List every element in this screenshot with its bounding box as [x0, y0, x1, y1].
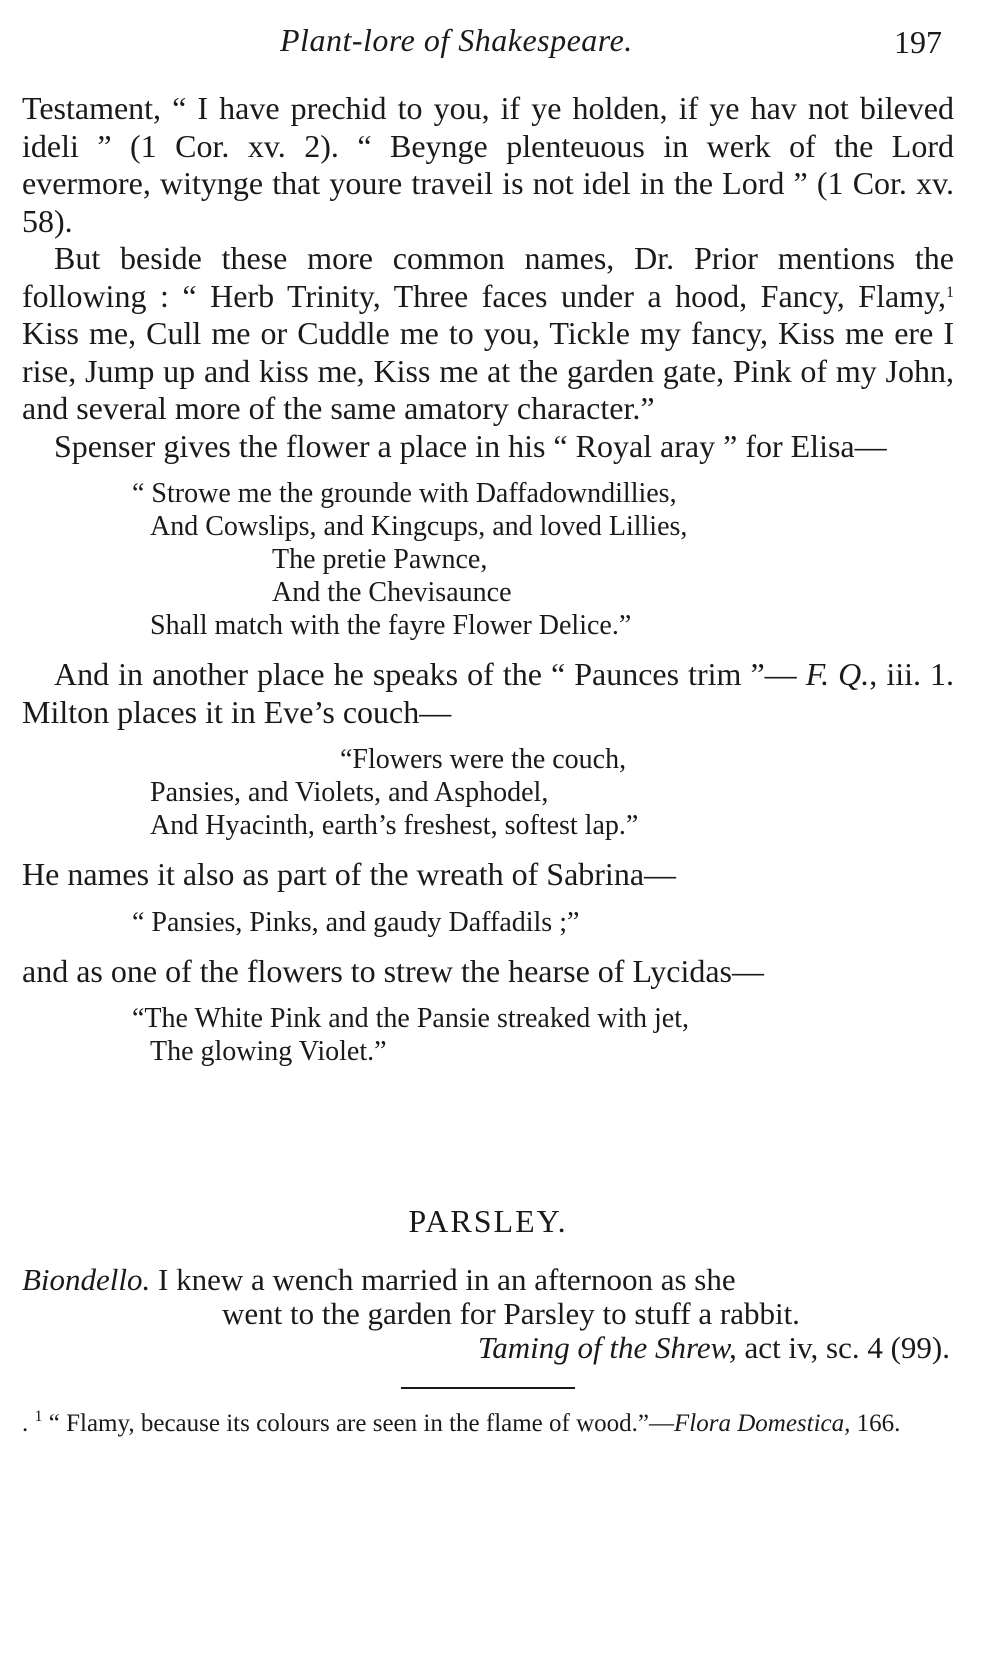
verse-line: Shall match with the fayre Flower Delice.”: [150, 610, 632, 641]
paragraph-sabrina: He names it also as part of the wreath of Sabrina—: [22, 856, 677, 892]
page-body: [22, 90, 954, 1439]
running-title: Plant-lore of Shakespeare.: [280, 22, 633, 58]
paragraph-spenser: Spenser gives the flower a place in his “ Royal aray ” for Elisa—: [54, 427, 887, 464]
footnote-page: 166.: [850, 1409, 901, 1437]
citation-location: act iv, sc. 4 (99).: [744, 1329, 950, 1365]
paragraph-prior-names-part1: But beside these more common names, Dr. Prior mentions the following : “ Herb Trinity, Three faces under a hood, Fancy, Flamy,: [22, 240, 954, 314]
footnote-marker: 1: [34, 1407, 43, 1425]
verse-line: The pretie Pawnce,: [272, 544, 488, 575]
paragraph-prior-names-part2: Kiss me, Cull me or Cuddle me to you, Tickle my fancy, Kiss me ere I rise, Jump up and kiss me, Kiss me at the garden gate, Pink of my John, and several more of the same amatory character.”: [22, 315, 954, 426]
faerie-queene-ref: F. Q.: [805, 656, 870, 692]
section-title-parsley: PARSLEY.: [408, 1203, 568, 1239]
verse-line: And Hyacinth, earth’s freshest, softest lap.”: [150, 810, 639, 841]
verse-line: Pansies, and Violets, and Asphodel,: [150, 777, 549, 808]
paunces-text: And in another place he speaks of the “ Paunces trim ”—: [54, 656, 797, 692]
footnote-source: Flora Domestica,: [674, 1409, 851, 1437]
quote-line-1: I knew a wench married in an afternoon as she: [158, 1261, 736, 1297]
verse-spenser: [22, 477, 954, 642]
verse-line: And Cowslips, and Kingcups, and loved Lillies,: [150, 511, 688, 542]
footnote: [22, 1409, 954, 1439]
page-number: 197: [894, 24, 942, 60]
verse-line: “ Strowe me the grounde with Daffadowndillies,: [132, 478, 677, 509]
quote-citation: [22, 1331, 954, 1365]
verse-line: “Flowers were the couch,: [340, 744, 627, 775]
paragraph-prior-names: [22, 240, 954, 428]
verse-line: “The White Pink and the Pansie streaked with jet,: [132, 1003, 690, 1034]
footnote-text: “ Flamy, because its colours are seen in the flame of wood.”—: [42, 1409, 675, 1437]
verse-lycidas: [22, 1002, 954, 1068]
footnote-lead: .: [22, 1409, 35, 1437]
quote-line-2: went to the garden for Parsley to stuff a rabbit.: [222, 1295, 800, 1331]
citation-play-title: Taming of the Shrew,: [477, 1329, 737, 1365]
verse-sabrina: [22, 906, 954, 939]
running-header: [0, 22, 1000, 62]
footnote-divider: [401, 1387, 575, 1389]
footnote-ref: 1: [946, 283, 954, 301]
quote-speaker: Biondello.: [22, 1261, 151, 1297]
verse-milton-eve: [22, 743, 954, 842]
parsley-quote: [22, 1263, 954, 1297]
paragraph-testament: Testament, “ I have prechid to you, if ye holden, if ye hav not bileved ideli ” (1 Cor. xv. 2). “ Beynge plenteuous in werk of the Lord evermore, witynge that youre traveil is not idel in the Lord ” (1 Cor. xv. 58).: [22, 90, 954, 239]
verse-line: “ Pansies, Pinks, and gaudy Daffadils ;”: [132, 906, 580, 938]
paragraph-paunces: [22, 656, 954, 731]
verse-line: The glowing Violet.”: [150, 1036, 387, 1067]
verse-line: And the Chevisaunce: [272, 577, 512, 608]
paragraph-lycidas: and as one of the flowers to strew the hearse of Lycidas—: [22, 952, 764, 989]
milton-text: , iii. 1. Milton places it in Eve’s couch—: [22, 656, 955, 730]
